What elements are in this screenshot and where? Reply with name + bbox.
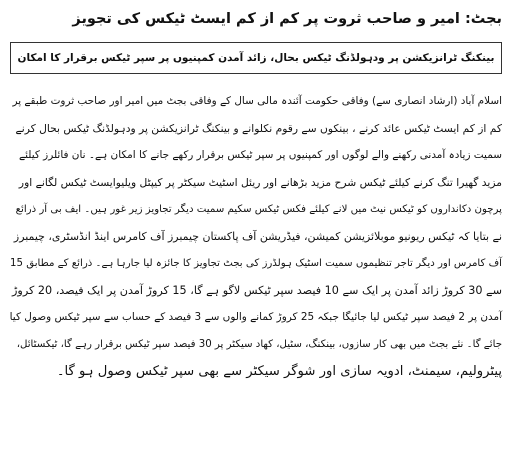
body-line: سمیت زیادہ آمدنی رکھنے والے لوگوں اور کمپنیوں پر سپر ٹیکس برقرار رکھے جانے کا امکان ہے۔ نان فائلرز کیلئے	[19, 149, 502, 161]
body-line: جائے گا۔ نئے بجٹ میں بھی کار سازوں، بینکنگ، سٹیل، کھاد سیکٹر پر 30 فیصد سپر ٹیکس برقرار رہے گا، ٹیکسٹائل،	[16, 339, 502, 350]
body-line: اسلام آباد (ارشاد انصاری سے) وفاقی حکومت آئندہ مالی سال کے وفاقی بجٹ میں امیر اور صاحب ثروت طبقے پر	[12, 95, 502, 107]
article-headline: بجٹ: امیر و صاحب ثروت پر کم از کم ایسٹ ٹیکس کی تجویز	[72, 11, 502, 27]
body-line: آمدن پر 2 فیصد سپر ٹیکس لیا جائیگا جبکہ 25 کروڑ کمانے والوں سے 3 فیصد کے حساب سے سپر ٹیکس وصول کیا	[9, 311, 502, 323]
body-line: پرچون دکانداروں کو ٹیکس نیٹ میں لانے کیلئے فکس ٹیکس سکیم سمیت دیگر تجاویز زیر غور ہیں۔ ایف بی آر ذرائع	[15, 204, 502, 215]
body-line: پیٹرولیم، سیمنٹ، ادویہ سازی اور شوگر سیکٹر سے بھی سپر ٹیکس وصول ہو گا۔	[56, 364, 502, 379]
article-body	[10, 88, 502, 385]
body-line: سے 30 کروڑ زائد آمدن پر ایک سے 10 فیصد سپر ٹیکس لاگو ہے گا، 15 کروڑ آمدن پر ایک فیصد، 20 کروڑ	[12, 284, 502, 297]
body-line: آف کامرس اور دیگر تاجر تنظیموں سمیت اسٹیک ہولڈرز کی بجٹ تجاویز کا جائزہ لیا جارہا ہے۔ ذرائع کے مطابق 15	[9, 258, 502, 269]
body-line: مزید گھیرا تنگ کرنے کیلئے ٹیکس شرح مزید بڑھانے اور ریئل اسٹیٹ سیکٹر پر کیپٹل ویلیوایسٹ ٹیکس لگانے اور	[18, 176, 502, 189]
body-line: نے بتایا کہ ٹیکس ریونیو موبلائزیشن کمیشن، فیڈریشن آف پاکستان چیمبرز آف کامرس اینڈ انڈسٹری، چیمبرز	[13, 230, 502, 243]
article-subheadline: بینکنگ ٹرانزیکشن پر ودہولڈنگ ٹیکس بحال، زائد آمدن کمپنیوں پر سپر ٹیکس برقرار کا امکان	[10, 42, 502, 74]
body-line: کم از کم ایسٹ ٹیکس عائد کرنے ، بینکوں سے رقوم نکلوانے و بینکنگ ٹرانزیکشن پر ودہولڈنگ ٹیکس بحال کرنے	[15, 122, 502, 135]
